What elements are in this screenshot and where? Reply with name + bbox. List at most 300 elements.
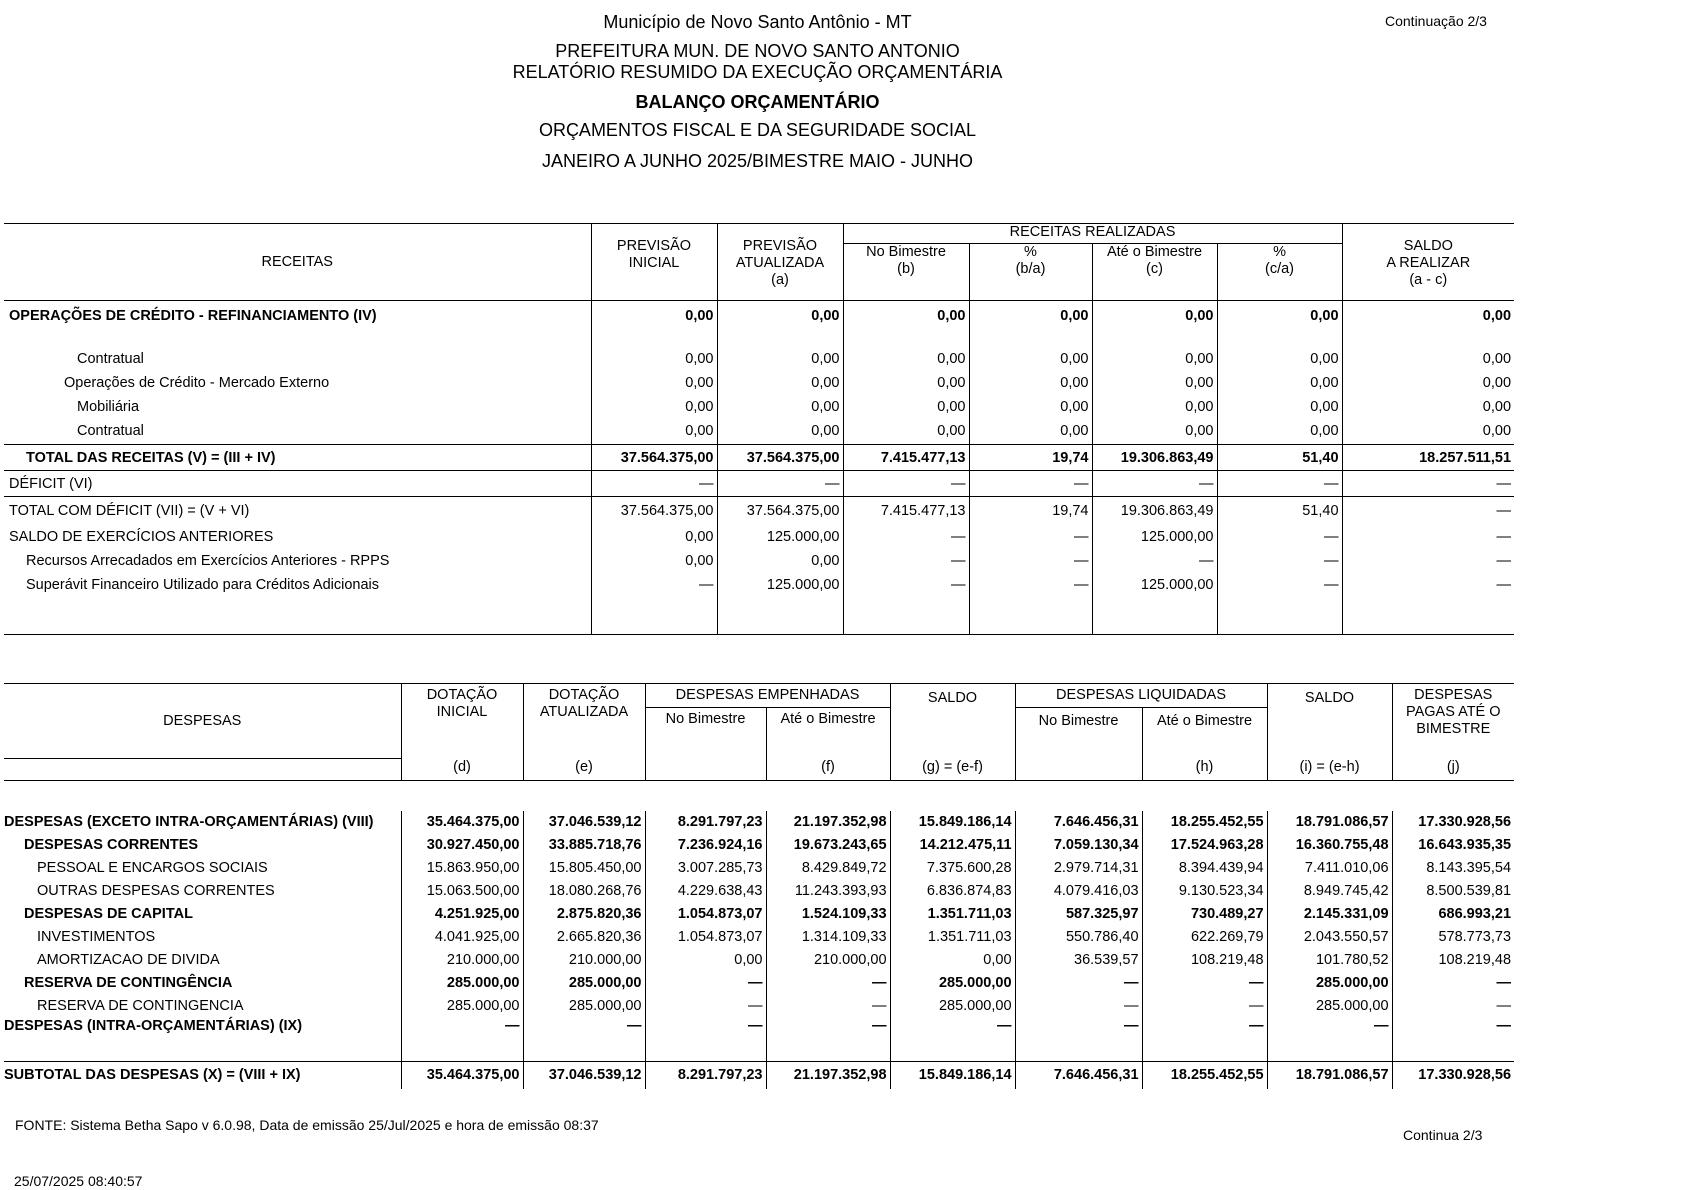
- despesas-row: [4, 903, 1514, 926]
- prev-inicial-header-line1: PREVISÃO: [616, 238, 692, 254]
- receitas-value-cell: 0,00: [717, 301, 843, 331]
- saldo-g-header: [890, 684, 1015, 759]
- despesas-value-cell: —: [766, 1018, 890, 1062]
- despesas-value-cell: 15.849.186,14: [890, 811, 1015, 834]
- despesas-row-label: SUBTOTAL DAS DESPESAS (X) = (VIII + IX): [4, 1067, 301, 1084]
- receitas-value-cell: —: [843, 549, 969, 573]
- pct-ba-header: [969, 244, 1092, 301]
- despesas-value-cell: 0,00: [645, 949, 766, 972]
- despesas-value-cell: 21.197.352,98: [766, 811, 890, 834]
- receitas-value-cell: 0,00: [591, 549, 717, 573]
- receitas-spacer-cell: [1342, 331, 1514, 347]
- receitas-value-cell: 125.000,00: [1092, 525, 1217, 549]
- receitas-value-cell: 0,00: [717, 395, 843, 419]
- despesas-value-cell: 7.646.456,31: [1015, 811, 1142, 834]
- despesas-value-cell: 37.046.539,12: [523, 1062, 645, 1089]
- receitas-spacer-row: [4, 331, 1514, 347]
- despesas-row: [4, 834, 1514, 857]
- receitas-value-cell: 0,00: [591, 301, 717, 331]
- report-title: RELATÓRIO RESUMIDO DA EXECUÇÃO ORÇAMENTÁRIA: [512, 62, 1003, 82]
- receitas-value-cell: —: [1342, 549, 1514, 573]
- code-e: [523, 759, 645, 781]
- despesas-value-cell: 35.464.375,00: [401, 811, 523, 834]
- despesas-value-cell: 4.079.416,03: [1015, 880, 1142, 903]
- despesas-value-cell: 4.251.925,00: [401, 903, 523, 926]
- receitas-value-cell: 125.000,00: [717, 525, 843, 549]
- no-bimestre-header: [843, 244, 969, 301]
- receitas-row-label: DÉFICIT (VI): [9, 475, 93, 492]
- pagas-header-line2: PAGAS ATÉ O: [1405, 704, 1501, 720]
- ate-bimestre-header: [1092, 244, 1217, 301]
- despesas-value-cell: 285.000,00: [401, 972, 523, 995]
- despesas-value-cell: 8.291.797,23: [645, 1062, 766, 1089]
- receitas-value-cell: 0,00: [1217, 419, 1342, 445]
- receitas-spacer-cell: [591, 331, 717, 347]
- receitas-value-cell: 0,00: [717, 347, 843, 371]
- despesas-spacer-cell: [645, 781, 766, 811]
- receitas-value-cell: —: [591, 573, 717, 597]
- receitas-value-cell: 125.000,00: [717, 573, 843, 597]
- despesas-value-cell: 2.145.331,09: [1267, 903, 1392, 926]
- receitas-value-cell: —: [843, 573, 969, 597]
- despesas-row-label: AMORTIZACAO DE DIVIDA: [37, 952, 220, 968]
- prev-atual-header-line1: PREVISÃO: [742, 238, 818, 254]
- despesas-header: [4, 684, 401, 759]
- prev-inicial-header-line2: INICIAL: [628, 255, 680, 271]
- despesas-value-cell: 210.000,00: [766, 949, 890, 972]
- despesas-spacer-cell: [766, 781, 890, 811]
- despesas-value-cell: 587.325,97: [1015, 903, 1142, 926]
- despesas-spacer-cell: [890, 781, 1015, 811]
- despesas-value-cell: 285.000,00: [890, 995, 1015, 1018]
- despesas-code-blank: [4, 759, 401, 781]
- despesas-row-label: INVESTIMENTOS: [37, 929, 156, 945]
- despesas-value-cell: 35.464.375,00: [401, 1062, 523, 1089]
- code-h: [1142, 759, 1267, 781]
- receitas-value-cell: 0,00: [1092, 347, 1217, 371]
- receitas-row: [4, 371, 1514, 395]
- receitas-value-cell: —: [1217, 549, 1342, 573]
- period-label: JANEIRO A JUNHO 2025/BIMESTRE MAIO - JUNHO: [541, 151, 974, 171]
- despesas-value-cell: 285.000,00: [1267, 995, 1392, 1018]
- despesas-row-label: DESPESAS CORRENTES: [24, 837, 199, 853]
- code-h-label: (h): [1195, 758, 1214, 775]
- receitas-value-cell: —: [969, 549, 1092, 573]
- despesas-row: [4, 1062, 1514, 1089]
- despesas-value-cell: 210.000,00: [523, 949, 645, 972]
- receitas-row: [4, 573, 1514, 597]
- receitas-row: [4, 549, 1514, 573]
- despesas-value-cell: 578.773,73: [1392, 926, 1514, 949]
- receitas-spacer-cell: [1092, 597, 1217, 635]
- receitas-value-cell: 0,00: [717, 419, 843, 445]
- pct-ba-header-line1: %: [1024, 244, 1037, 260]
- receitas-spacer-cell: [969, 331, 1092, 347]
- despesas-value-cell: —: [1392, 1018, 1514, 1062]
- receitas-value-cell: 0,00: [1092, 395, 1217, 419]
- receitas-spacer-cell: [1092, 331, 1217, 347]
- despesas-value-cell: —: [1142, 1018, 1267, 1062]
- despesas-value-cell: 17.524.963,28: [1142, 834, 1267, 857]
- despesas-spacer-cell: [4, 781, 401, 811]
- receitas-spacer-cell: [4, 597, 591, 635]
- code-liq-no-blank: [1015, 759, 1142, 781]
- despesas-row-label: RESERVA DE CONTINGENCIA: [37, 998, 244, 1014]
- despesas-value-cell: 18.255.452,55: [1142, 811, 1267, 834]
- despesas-value-cell: 108.219,48: [1392, 949, 1514, 972]
- empenhadas-header-label: DESPESAS EMPENHADAS: [675, 687, 860, 703]
- receitas-value-cell: —: [843, 525, 969, 549]
- prev-atual-header: [717, 224, 843, 301]
- receitas-value-cell: 0,00: [591, 347, 717, 371]
- receitas-value-cell: —: [843, 471, 969, 497]
- receitas-value-cell: —: [1342, 497, 1514, 525]
- receitas-row: [4, 301, 1514, 331]
- despesas-value-cell: 8.500.539,81: [1392, 880, 1514, 903]
- receitas-row-label: TOTAL COM DÉFICIT (VII) = (V + VI): [9, 502, 250, 519]
- emp-ate-bimestre-header: [766, 708, 890, 759]
- despesas-value-cell: —: [1142, 972, 1267, 995]
- despesas-value-cell: 1.524.109,33: [766, 903, 890, 926]
- receitas-value-cell: 0,00: [1217, 347, 1342, 371]
- emp-ate-bimestre-header-label: Até o Bimestre: [780, 711, 876, 727]
- despesas-value-cell: 21.197.352,98: [766, 1062, 890, 1089]
- liq-no-bimestre-header: [1015, 708, 1142, 759]
- prev-atual-header-line2: ATUALIZADA: [735, 255, 825, 271]
- despesas-value-cell: 8.949.745,42: [1267, 880, 1392, 903]
- despesas-header-label: DESPESAS: [163, 712, 242, 729]
- receitas-row: [4, 347, 1514, 371]
- code-g-label: (g) = (e-f): [922, 758, 983, 775]
- receitas-value-cell: 7.415.477,13: [843, 445, 969, 471]
- liq-no-bimestre-header-label: No Bimestre: [1038, 713, 1119, 729]
- code-e-label: (e): [575, 758, 593, 775]
- despesas-value-cell: 1.351.711,03: [890, 903, 1015, 926]
- receitas-value-cell: 0,00: [1092, 301, 1217, 331]
- dotacao-inicial-header-line1: DOTAÇÃO: [426, 687, 498, 703]
- receitas-row: [4, 445, 1514, 471]
- pct-ca-header-line2: (c/a): [1265, 261, 1295, 277]
- despesas-value-cell: 33.885.718,76: [523, 834, 645, 857]
- receitas-value-cell: 0,00: [843, 395, 969, 419]
- realizadas-header-label: RECEITAS REALIZADAS: [1009, 224, 1176, 240]
- emp-no-bimestre-header-label: No Bimestre: [665, 711, 746, 727]
- despesas-value-cell: —: [1015, 972, 1142, 995]
- receitas-row-label: Operações de Crédito - Mercado Externo: [64, 374, 330, 391]
- receitas-spacer-row: [4, 597, 1514, 635]
- despesas-value-cell: 730.489,27: [1142, 903, 1267, 926]
- despesas-value-cell: 1.054.873,07: [645, 903, 766, 926]
- dotacao-inicial-header: [401, 684, 523, 759]
- pct-ca-header: [1217, 244, 1342, 301]
- liq-ate-bimestre-header: [1142, 708, 1267, 759]
- despesas-value-cell: 285.000,00: [401, 995, 523, 1018]
- despesas-value-cell: 8.291.797,23: [645, 811, 766, 834]
- receitas-value-cell: 0,00: [591, 525, 717, 549]
- despesas-value-cell: 17.330.928,56: [1392, 1062, 1514, 1089]
- ate-bimestre-header-line2: (c): [1146, 261, 1163, 277]
- receitas-row: [4, 525, 1514, 549]
- despesas-spacer-cell: [523, 781, 645, 811]
- despesas-value-cell: 7.411.010,06: [1267, 857, 1392, 880]
- despesas-row: [4, 1018, 1514, 1062]
- receitas-value-cell: 0,00: [843, 301, 969, 331]
- receitas-value-cell: —: [969, 525, 1092, 549]
- despesas-value-cell: 8.394.439,94: [1142, 857, 1267, 880]
- despesas-value-cell: 8.143.395,54: [1392, 857, 1514, 880]
- despesas-value-cell: 7.375.600,28: [890, 857, 1015, 880]
- code-f: [766, 759, 890, 781]
- receitas-row-label: Mobiliária: [77, 398, 140, 415]
- code-d: [401, 759, 523, 781]
- receitas-row: [4, 471, 1514, 497]
- receitas-value-cell: 0,00: [969, 395, 1092, 419]
- receitas-header-label: RECEITAS: [261, 253, 333, 270]
- despesas-value-cell: 18.791.086,57: [1267, 811, 1392, 834]
- entity-name: PREFEITURA MUN. DE NOVO SANTO ANTONIO: [555, 41, 960, 61]
- despesas-value-cell: 18.080.268,76: [523, 880, 645, 903]
- receitas-value-cell: —: [969, 573, 1092, 597]
- receitas-value-cell: 0,00: [969, 371, 1092, 395]
- pagas-header-line3: BIMESTRE: [1416, 721, 1491, 737]
- despesas-value-cell: 11.243.393,93: [766, 880, 890, 903]
- receitas-value-cell: 0,00: [1342, 371, 1514, 395]
- receitas-header: [4, 224, 591, 301]
- despesas-spacer-row: [4, 781, 1514, 811]
- pct-ba-header-line2: (b/a): [1015, 261, 1046, 277]
- despesas-value-cell: 15.863.950,00: [401, 857, 523, 880]
- despesas-row-label: DESPESAS (INTRA-ORÇAMENTÁRIAS) (IX): [4, 1017, 303, 1034]
- receitas-value-cell: 51,40: [1217, 445, 1342, 471]
- despesas-value-cell: 14.212.475,11: [890, 834, 1015, 857]
- ate-bimestre-header-line1: Até o Bimestre: [1106, 244, 1203, 260]
- no-bimestre-header-line1: No Bimestre: [866, 244, 946, 260]
- receitas-value-cell: —: [1217, 525, 1342, 549]
- despesas-row-label: DESPESAS (EXCETO INTRA-ORÇAMENTÁRIAS) (VIII): [4, 814, 374, 830]
- despesas-value-cell: —: [1142, 995, 1267, 1018]
- receitas-value-cell: —: [1092, 471, 1217, 497]
- receitas-value-cell: —: [969, 471, 1092, 497]
- despesas-value-cell: —: [1267, 1018, 1392, 1062]
- code-j: [1392, 759, 1514, 781]
- receitas-spacer-cell: [1217, 331, 1342, 347]
- prev-inicial-header: [591, 224, 717, 301]
- receitas-value-cell: 0,00: [717, 371, 843, 395]
- receitas-value-cell: —: [717, 471, 843, 497]
- despesas-value-cell: —: [645, 972, 766, 995]
- despesas-value-cell: 36.539,57: [1015, 949, 1142, 972]
- saldo-i-header-label: SALDO: [1304, 690, 1355, 706]
- despesas-row-label: OUTRAS DESPESAS CORRENTES: [37, 883, 275, 899]
- receitas-row: [4, 497, 1514, 525]
- despesas-value-cell: 101.780,52: [1267, 949, 1392, 972]
- despesas-row: [4, 857, 1514, 880]
- despesas-value-cell: 19.673.243,65: [766, 834, 890, 857]
- dotacao-atualizada-header-line1: DOTAÇÃO: [548, 687, 620, 703]
- despesas-value-cell: 622.269,79: [1142, 926, 1267, 949]
- despesas-value-cell: 7.059.130,34: [1015, 834, 1142, 857]
- despesas-value-cell: 15.849.186,14: [890, 1062, 1015, 1089]
- receitas-value-cell: 19,74: [969, 497, 1092, 525]
- saldo-g-header-label: SALDO: [927, 690, 978, 706]
- code-emp-no-blank: [645, 759, 766, 781]
- saldo-realizar-header: [1342, 224, 1514, 301]
- code-i: [1267, 759, 1392, 781]
- code-d-label: (d): [453, 758, 471, 775]
- fonte-note: FONTE: Sistema Betha Sapo v 6.0.98, Data de emissão 25/Jul/2025 e hora de emissão 08:37: [15, 1117, 599, 1133]
- receitas-value-cell: 37.564.375,00: [717, 497, 843, 525]
- code-f-label: (f): [821, 758, 835, 775]
- receitas-value-cell: 19.306.863,49: [1092, 497, 1217, 525]
- despesas-value-cell: 2.875.820,36: [523, 903, 645, 926]
- receitas-spacer-cell: [1342, 597, 1514, 635]
- receitas-value-cell: —: [1092, 549, 1217, 573]
- saldo-i-header: [1267, 684, 1392, 759]
- despesas-spacer-cell: [1392, 781, 1514, 811]
- receitas-spacer-cell: [843, 331, 969, 347]
- emission-timestamp: 25/07/2025 08:40:57: [14, 1173, 143, 1189]
- receitas-value-cell: 0,00: [843, 347, 969, 371]
- receitas-value-cell: 0,00: [969, 347, 1092, 371]
- receitas-spacer-cell: [717, 331, 843, 347]
- code-g: [890, 759, 1015, 781]
- receitas-value-cell: —: [1217, 573, 1342, 597]
- despesas-value-cell: —: [766, 972, 890, 995]
- despesas-row: [4, 972, 1514, 995]
- receitas-value-cell: 37.564.375,00: [591, 445, 717, 471]
- receitas-value-cell: —: [591, 471, 717, 497]
- despesas-value-cell: —: [1015, 1018, 1142, 1062]
- saldo-realizar-header-line2: A REALIZAR: [1386, 255, 1471, 271]
- despesas-value-cell: —: [523, 1018, 645, 1062]
- despesas-value-cell: 285.000,00: [523, 995, 645, 1018]
- continua-note: Continua 2/3: [1403, 1127, 1483, 1143]
- receitas-spacer-cell: [1217, 597, 1342, 635]
- document-title: BALANÇO ORÇAMENTÁRIO: [635, 92, 880, 112]
- despesas-value-cell: 285.000,00: [890, 972, 1015, 995]
- despesas-spacer-cell: [1142, 781, 1267, 811]
- despesas-value-cell: —: [766, 995, 890, 1018]
- receitas-value-cell: 0,00: [1217, 371, 1342, 395]
- despesas-value-cell: —: [1392, 972, 1514, 995]
- receitas-row-label: SALDO DE EXERCÍCIOS ANTERIORES: [9, 528, 274, 545]
- receitas-value-cell: 0,00: [1342, 347, 1514, 371]
- receitas-value-cell: 37.564.375,00: [591, 497, 717, 525]
- receitas-spacer-cell: [969, 597, 1092, 635]
- receitas-row-label: OPERAÇÕES DE CRÉDITO - REFINANCIAMENTO (IV): [9, 307, 377, 324]
- prev-atual-header-line3: (a): [771, 272, 789, 288]
- receitas-spacer-cell: [591, 597, 717, 635]
- document-subtitle: ORÇAMENTOS FISCAL E DA SEGURIDADE SOCIAL: [538, 120, 977, 140]
- receitas-value-cell: 19,74: [969, 445, 1092, 471]
- despesas-value-cell: —: [890, 1018, 1015, 1062]
- pct-ca-header-line1: %: [1273, 244, 1286, 260]
- despesas-value-cell: 7.646.456,31: [1015, 1062, 1142, 1089]
- despesas-value-cell: 2.979.714,31: [1015, 857, 1142, 880]
- despesas-value-cell: 1.351.711,03: [890, 926, 1015, 949]
- despesas-row-label: RESERVA DE CONTINGÊNCIA: [24, 975, 233, 991]
- continuation-top: Continuação 2/3: [1385, 13, 1487, 29]
- despesas-row: [4, 880, 1514, 903]
- despesas-value-cell: 18.255.452,55: [1142, 1062, 1267, 1089]
- receitas-value-cell: 0,00: [1342, 419, 1514, 445]
- despesas-value-cell: 4.229.638,43: [645, 880, 766, 903]
- receitas-value-cell: 0,00: [1342, 301, 1514, 331]
- receitas-value-cell: 0,00: [843, 419, 969, 445]
- liquidadas-header-label: DESPESAS LIQUIDADAS: [1056, 687, 1227, 703]
- despesas-value-cell: 15.805.450,00: [523, 857, 645, 880]
- receitas-value-cell: 0,00: [1217, 395, 1342, 419]
- receitas-row-label: Superávit Financeiro Utilizado para Créditos Adicionais: [26, 576, 380, 593]
- pagas-header: [1392, 684, 1514, 759]
- despesas-spacer-cell: [1015, 781, 1142, 811]
- receitas-row-label: TOTAL DAS RECEITAS (V) = (III + IV): [26, 449, 276, 466]
- receitas-row-label: Recursos Arrecadados em Exercícios Anteriores - RPPS: [26, 552, 390, 569]
- despesas-row-label: DESPESAS DE CAPITAL: [24, 906, 193, 922]
- receitas-spacer-cell: [4, 331, 591, 347]
- code-i-label: (i) = (e-h): [1299, 758, 1360, 775]
- pagas-header-line1: DESPESAS: [1414, 687, 1493, 703]
- receitas-row: [4, 419, 1514, 445]
- receitas-value-cell: 19.306.863,49: [1092, 445, 1217, 471]
- despesas-value-cell: 2.043.550,57: [1267, 926, 1392, 949]
- saldo-realizar-header-line1: SALDO: [1403, 238, 1453, 254]
- despesas-spacer-cell: [1267, 781, 1392, 811]
- despesas-value-cell: —: [1015, 995, 1142, 1018]
- emp-no-bimestre-header: [645, 708, 766, 759]
- receitas-value-cell: 37.564.375,00: [717, 445, 843, 471]
- despesas-value-cell: 7.236.924,16: [645, 834, 766, 857]
- receitas-row-label: Contratual: [77, 423, 144, 440]
- despesas-value-cell: 3.007.285,73: [645, 857, 766, 880]
- despesas-row-label: PESSOAL E ENCARGOS SOCIAIS: [37, 860, 268, 876]
- despesas-spacer-cell: [401, 781, 523, 811]
- receitas-row: [4, 395, 1514, 419]
- despesas-value-cell: 15.063.500,00: [401, 880, 523, 903]
- despesas-value-cell: 1.054.873,07: [645, 926, 766, 949]
- receitas-value-cell: 0,00: [1092, 419, 1217, 445]
- receitas-value-cell: —: [1217, 471, 1342, 497]
- despesas-row: [4, 926, 1514, 949]
- realizadas-header: [843, 224, 1342, 244]
- receitas-value-cell: 7.415.477,13: [843, 497, 969, 525]
- municipality-title: Município de Novo Santo Antônio - MT: [603, 12, 912, 32]
- receitas-row-label: Contratual: [77, 350, 144, 367]
- dotacao-atualizada-header: [523, 684, 645, 759]
- receitas-value-cell: 0,00: [717, 549, 843, 573]
- receitas-value-cell: 125.000,00: [1092, 573, 1217, 597]
- despesas-value-cell: 17.330.928,56: [1392, 811, 1514, 834]
- despesas-value-cell: 550.786,40: [1015, 926, 1142, 949]
- liq-ate-bimestre-header-label: Até o Bimestre: [1156, 713, 1253, 729]
- liquidadas-header: [1015, 684, 1267, 708]
- no-bimestre-header-line2: (b): [897, 261, 915, 277]
- receitas-value-cell: 0,00: [591, 395, 717, 419]
- saldo-realizar-header-line3: (a - c): [1409, 272, 1448, 288]
- despesas-value-cell: 16.643.935,35: [1392, 834, 1514, 857]
- despesas-value-cell: 16.360.755,48: [1267, 834, 1392, 857]
- receitas-value-cell: 0,00: [843, 371, 969, 395]
- receitas-value-cell: —: [1342, 573, 1514, 597]
- receitas-value-cell: 0,00: [591, 371, 717, 395]
- receitas-value-cell: 0,00: [969, 301, 1092, 331]
- receitas-spacer-cell: [843, 597, 969, 635]
- despesas-value-cell: 2.665.820,36: [523, 926, 645, 949]
- despesas-value-cell: 4.041.925,00: [401, 926, 523, 949]
- despesas-value-cell: 30.927.450,00: [401, 834, 523, 857]
- despesas-value-cell: 6.836.874,83: [890, 880, 1015, 903]
- despesas-value-cell: 285.000,00: [1267, 972, 1392, 995]
